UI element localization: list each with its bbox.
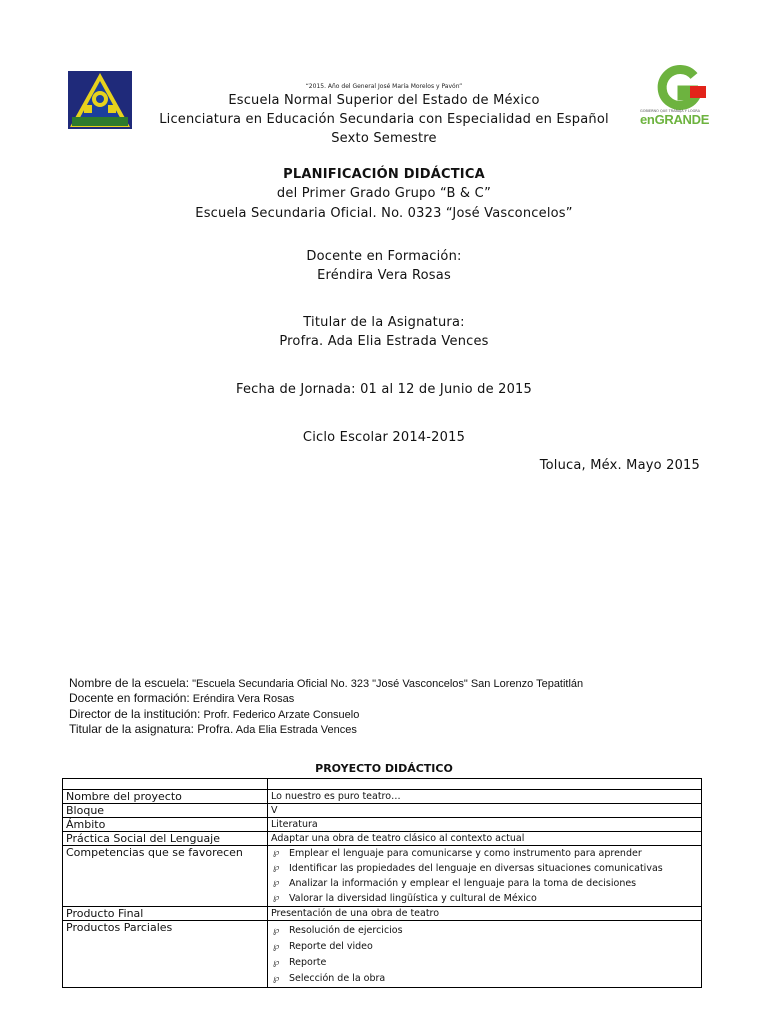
competency-text: Analizar la información y emplear el lenguaje para la toma de decisiones (289, 878, 637, 889)
info-director-value: Profr. Federico Arzate Consuelo (200, 709, 360, 721)
cover-grade: del Primer Grado Grupo “B & C” (276, 186, 492, 201)
project-heading: PROYECTO DIDÁCTICO (315, 762, 453, 775)
competency-text: Identificar las propiedades del lenguaje en diversas situaciones comunicativas (289, 863, 663, 874)
list-item (273, 846, 694, 861)
school-name: Escuela Normal Superior del Estado de México (228, 93, 540, 108)
degree-name: Licenciatura en Educación Secundaria con Especialidad en Español (159, 112, 609, 127)
semester: Sexto Semestre (331, 131, 437, 146)
competency-text: Valorar la diversidad lingüística y cultural de México (289, 893, 537, 904)
table-cell (63, 779, 268, 790)
scope-label: Ámbito (63, 818, 268, 832)
subject-label: Titular de la Asignatura: (303, 315, 465, 330)
table-row (63, 818, 702, 832)
block-value: V (268, 804, 702, 818)
partial-products-label: Productos Parciales (63, 921, 268, 988)
competency-text: Emplear el lenguaje para comunicarse y como instrumento para aprender (289, 848, 642, 859)
bullet-icon: ℘ (273, 863, 280, 873)
bullet-icon: ℘ (273, 974, 280, 984)
info-teacher-value: Eréndira Vera Rosas (189, 693, 295, 705)
list-item (273, 861, 694, 876)
bullet-icon: ℘ (273, 958, 280, 968)
list-item (273, 955, 694, 971)
table-row (63, 790, 702, 804)
bullet-icon: ℘ (273, 848, 280, 858)
table-row (63, 804, 702, 818)
bullet-icon: ℘ (273, 878, 280, 888)
partial-product-text: Reporte del video (289, 941, 373, 952)
info-teacher-label: Docente en formación: (69, 691, 190, 705)
info-school (69, 676, 583, 690)
list-item (273, 939, 694, 955)
partial-product-text: Resolución de ejercicios (289, 925, 403, 936)
cover-title: PLANIFICACIÓN DIDÁCTICA (283, 167, 485, 182)
project-table (62, 778, 702, 988)
project-name-label: Nombre del proyecto (63, 790, 268, 804)
table-row (63, 921, 702, 988)
bullet-icon: ℘ (273, 893, 280, 903)
table-row (63, 907, 702, 921)
info-titular-label: Titular de la asignatura: (69, 722, 194, 736)
table-row (63, 832, 702, 846)
partial-products-cell (268, 921, 702, 988)
info-school-label: Nombre de la escuela: (69, 676, 190, 690)
table-cell (268, 779, 702, 790)
government-logo-text: enGRANDE (640, 112, 710, 127)
competencies-list (271, 846, 698, 906)
info-titular-value-a: Profra. (193, 722, 234, 736)
list-item (273, 971, 694, 987)
final-product-value: Presentación de una obra de teatro (268, 907, 702, 921)
school-cycle: Ciclo Escolar 2014-2015 (302, 430, 466, 445)
block-label: Bloque (63, 804, 268, 818)
table-row (63, 846, 702, 907)
info-director-label: Director de la institución: (69, 707, 201, 721)
scope-value: Literatura (268, 818, 702, 832)
info-teacher (69, 691, 294, 705)
teacher-name: Eréndira Vera Rosas (317, 268, 451, 283)
final-product-label: Producto Final (63, 907, 268, 921)
info-school-value: "Escuela Secundaria Oficial No. 323 "José Vasconcelos" San Lorenzo Tepatitlán (189, 678, 584, 690)
info-titular (69, 722, 357, 736)
teacher-label: Docente en Formación: (306, 249, 462, 264)
list-item (273, 876, 694, 891)
practice-value: Adaptar una obra de teatro clásico al contexto actual (268, 832, 702, 846)
table-row (63, 779, 702, 790)
list-item (273, 923, 694, 939)
bullet-icon: ℘ (273, 942, 280, 952)
bullet-icon: ℘ (273, 926, 280, 936)
competencies-cell (268, 846, 702, 907)
jornada-dates: Fecha de Jornada: 01 al 12 de Junio de 2015 (236, 382, 532, 397)
motto-line: “2015. Año del General José María Morelos y Pavón” (305, 83, 463, 90)
partial-product-text: Reporte (289, 957, 327, 968)
practice-label: Práctica Social del Lenguaje (63, 832, 268, 846)
place-date: Toluca, Méx. Mayo 2015 (539, 458, 700, 473)
competencies-label: Competencias que se favorecen (63, 846, 268, 907)
info-titular-value-b: Ada Elia Estrada Vences (233, 724, 357, 736)
subject-name: Profra. Ada Elia Estrada Vences (279, 334, 489, 349)
info-director (69, 707, 359, 721)
cover-practice-school: Escuela Secundaria Oficial. No. 0323 “José Vasconcelos” (195, 206, 573, 221)
partial-products-list (271, 921, 698, 987)
government-logo-subtext: GOBIERNO QUE TRABAJA Y LOGRA (640, 109, 700, 113)
list-item (273, 891, 694, 906)
project-name-value: Lo nuestro es puro teatro… (268, 790, 702, 804)
partial-product-text: Selección de la obra (289, 973, 386, 984)
